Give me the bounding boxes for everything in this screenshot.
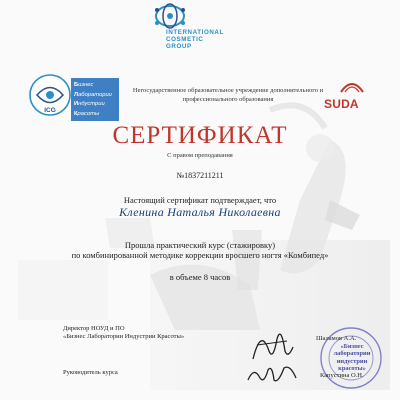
blik-logo-text: [74, 81, 112, 119]
icg-line-1: INTERNATIONAL: [166, 29, 224, 36]
suda-logo-text: SUDA: [324, 97, 359, 111]
course-line-1: Прошла практический курс (стажировку): [124, 240, 276, 250]
confirm-text: Настоящий сертификат подтверждает, что: [123, 195, 277, 205]
course-hours: в объеме 8 часов: [169, 272, 231, 282]
blik-logo-line: Бизнес: [74, 82, 94, 88]
course-head-label: Руководитель курса: [63, 369, 118, 376]
course-description: [0, 240, 400, 260]
certificate-title: СЕРТИФИКАТ: [112, 122, 288, 149]
director-name: Шаламов А.А.: [316, 335, 357, 342]
blik-abbr: ICG: [44, 107, 56, 114]
blik-logo-line: Индустрии: [74, 101, 105, 107]
director-label: [63, 325, 184, 340]
certificate-subtitle: С правом преподавания: [167, 152, 233, 159]
stamp-text: «Бизнес лаборатории индустрии красоты»: [333, 343, 371, 372]
blik-logo-line: Красоты: [74, 110, 100, 117]
certificate-number: №1837211211: [176, 171, 224, 180]
director-signature-icon: [247, 321, 297, 365]
course-head-signature-icon: [244, 362, 302, 386]
organization-name: Негосударственное образовательное учреждение дополнительного и профессионального образования: [132, 87, 324, 103]
blik-emblem-icon: [27, 72, 73, 118]
recipient-name: Кленина Наталья Николаевна: [119, 205, 281, 219]
blik-logo-line: Лаборатории: [74, 91, 112, 98]
icg-logo-text: [166, 30, 224, 50]
director-label-line-2: «Бизнес Лаборатории Индустрии Красоты»: [63, 332, 185, 340]
course-line-2: по комбинированной методике коррекции вросшего ногтя «Комбипед»: [71, 250, 329, 260]
course-head-name: Капустина О.Н.: [320, 372, 364, 379]
icg-line-3: GROUP: [166, 42, 192, 50]
icg-line-2: COSMETIC: [166, 35, 204, 43]
director-label-line-1: Директор НОУД и ПО: [63, 325, 125, 332]
